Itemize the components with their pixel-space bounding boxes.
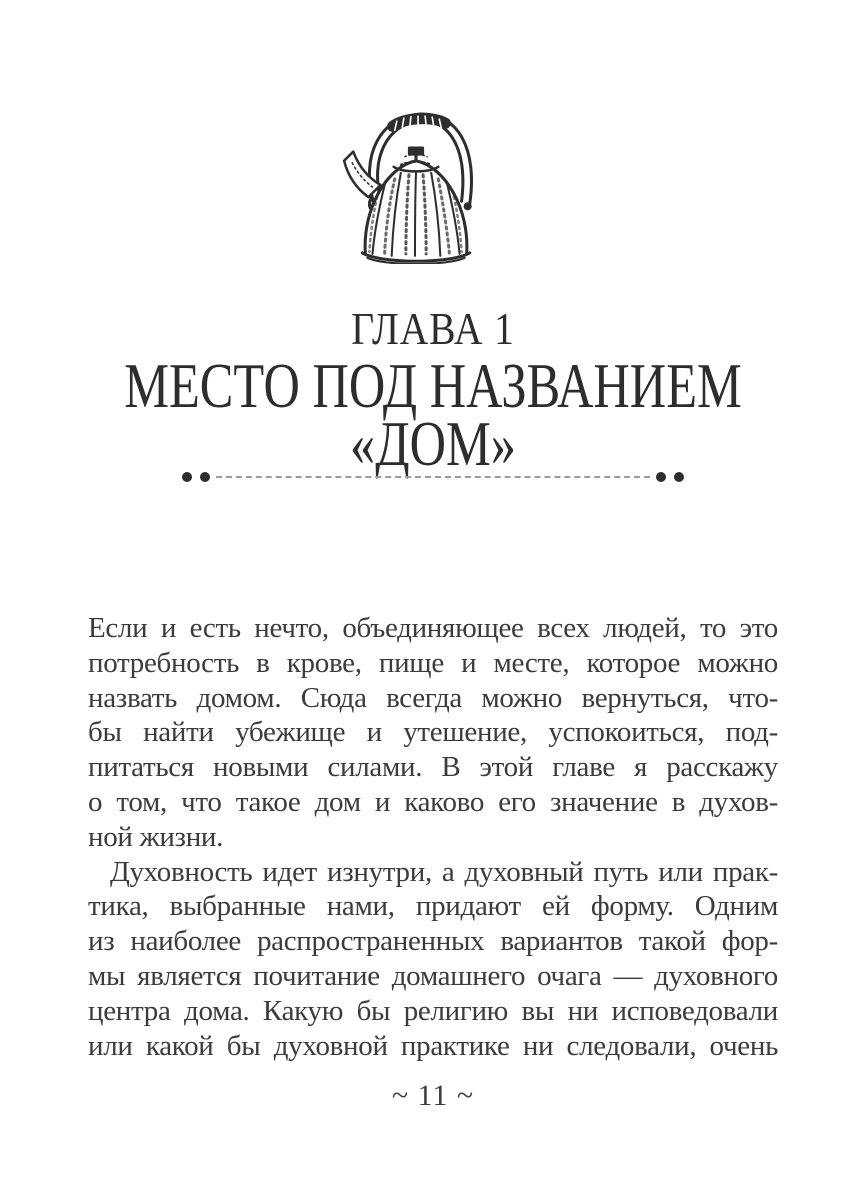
chapter-label: ГЛАВА 1	[351, 303, 515, 354]
body-line: центра дома. Какую бы религию вы ни исповедовали	[88, 994, 778, 1027]
divider-dot-icon	[674, 472, 684, 482]
body-line: потребность в крове, пище и месте, которое можно	[88, 646, 778, 679]
divider-dashed-line	[216, 476, 650, 478]
chapter-title-line2: «ДОМ»	[350, 409, 516, 479]
body-line: бы найти убежище и утешение, успокоиться, под-	[88, 716, 778, 749]
body-line: из наиболее распространенных вариантов такой фор-	[88, 925, 778, 958]
kettle-illustration	[340, 104, 492, 264]
divider-dot-icon	[200, 472, 210, 482]
body-text	[88, 611, 778, 1063]
body-line: мы является почитание домашнего очага — духовного	[88, 959, 778, 992]
body-line: питаться новыми силами. В этой главе я расскажу	[88, 751, 778, 784]
divider-dot-icon	[656, 472, 666, 482]
kettle-icon	[340, 104, 492, 264]
chapter-title-line1: МЕСТО ПОД НАЗВАНИЕМ	[124, 351, 742, 421]
body-line: Духовность идет изнутри, а духовный путь или прак-	[110, 855, 778, 888]
section-divider	[182, 471, 684, 483]
body-line: ной жизни.	[88, 820, 224, 853]
body-line: о том, что такое дом и каково его значение в духов-	[88, 785, 778, 818]
body-line: или какой бы духовной практике ни следовали, очень	[88, 1029, 778, 1062]
divider-dot-icon	[182, 472, 192, 482]
body-line: назвать домом. Сюда всегда можно вернуться, что-	[88, 681, 778, 714]
body-line: тика, выбранные нами, придают ей форму. Одним	[88, 890, 778, 923]
page-number: ~ 11 ~	[391, 1079, 475, 1112]
body-line: Если и есть нечто, объединяющее всех людей, то это	[88, 612, 778, 644]
